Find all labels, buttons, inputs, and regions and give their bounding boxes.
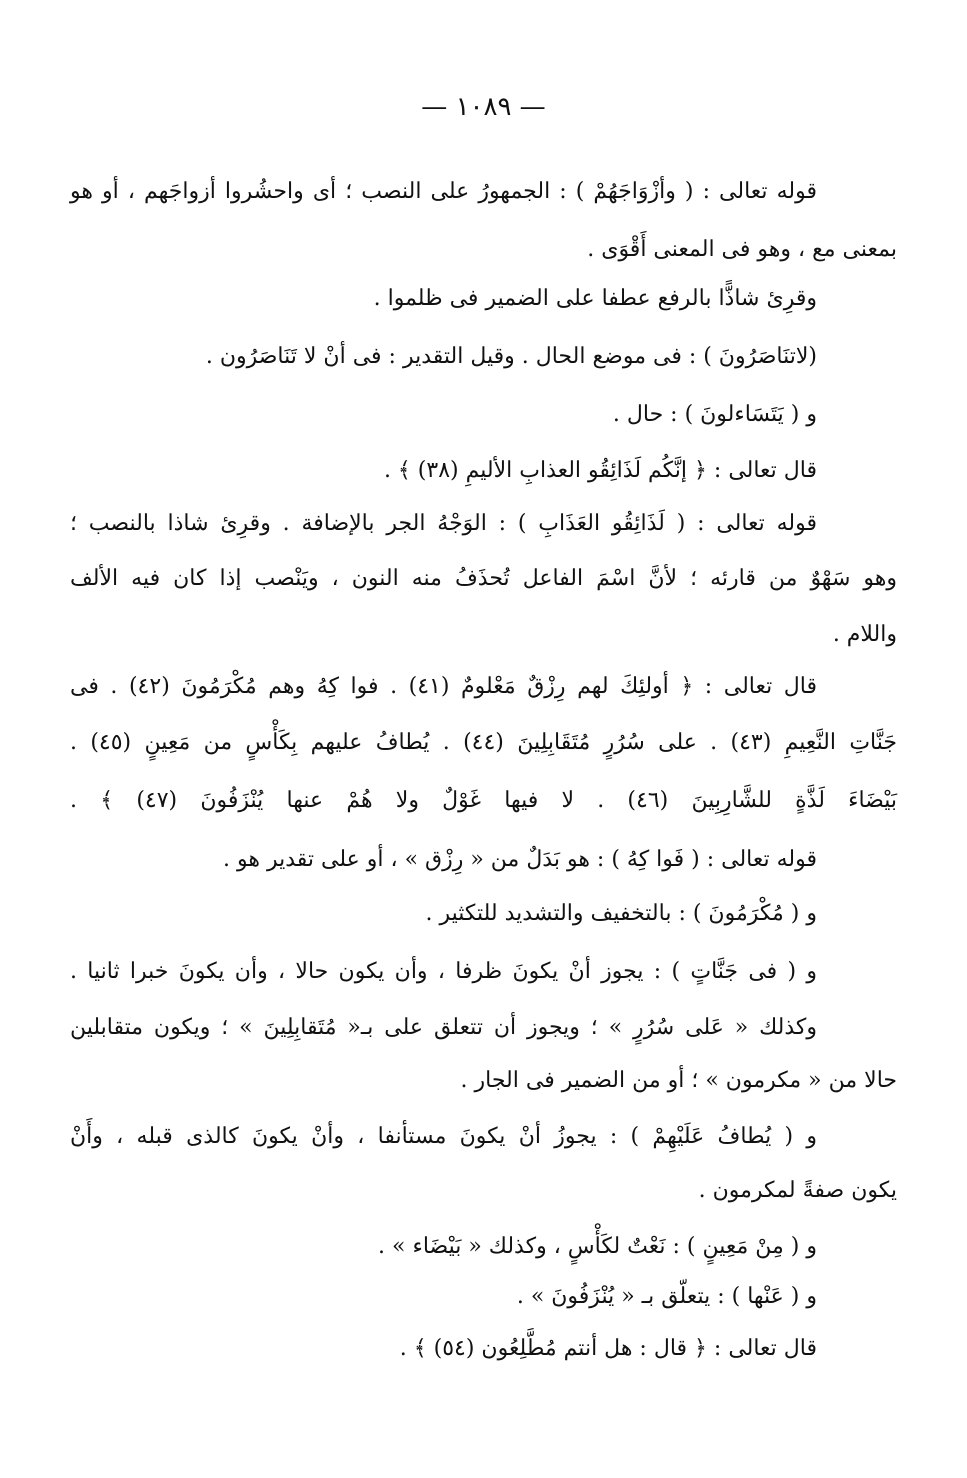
- text-line: و ( يُطافُ عَلَيْهِمْ ) : يجوزُ أنْ يكونَ مستأنفا ، وأنْ يكونَ كالذى قبله ، وأَنْ: [70, 1124, 817, 1149]
- verse-line: قال تعالى : ﴿ أولئِكَ لهم رِزْقٌ مَعْلومٌ (٤١) . فوا كِهُ وهم مُكْرَمُونَ (٤٢) . فى: [70, 674, 817, 699]
- verse-line: جَنَّاتِ النَّعِيمِ (٤٣) . على سُرُرٍ مُتَقَابِلِينَ (٤٤) . يُطافُ عليهم بِكَأْسٍ من مَعِينٍ (٤٥) .: [70, 730, 897, 755]
- text-line: وقرِئ شاذًّا بالرفع عطفا على الضمير فى ظلموا .: [373, 286, 817, 311]
- page-number: — ١٠٨٩ —: [421, 92, 546, 122]
- text-line: بمعنى مع ، وهو فى المعنى أَقْوَى .: [587, 237, 897, 262]
- text-line: قوله تعالى : ( فَوا كِهُ ) : هو بَدَلٌ من « رِزْق » ، أو على تقدير هو .: [223, 847, 817, 872]
- text-line: و ( عَنْها ) : يتعلّق بـ « يُنْزَفُونَ » .: [516, 1284, 817, 1309]
- text-line: يكون صفةً لمكرمون .: [698, 1178, 897, 1203]
- text-line: (لاتنَاصَرُونَ ) : فى موضع الحال . وقيل التقدير : فى أنْ لا تَنَاصَرُون .: [205, 344, 817, 369]
- text-line: واللام .: [832, 622, 897, 647]
- text-line: و ( فى جَنَّاتٍ ) : يجوز أنْ يكونَ ظرفا ، وأن يكون حالا ، وأن يكونَ خبرا ثانيا .: [70, 959, 817, 984]
- text-line: قوله تعالى : ( لَذَائِقُو العَذَابِ ) : الوَجْهُ الجر بالإضافة . وقرِئ شاذا بالنصب ؛: [70, 511, 817, 536]
- verse-line: بَيْضَاءَ لَذَّةٍ للشَّارِبِينَ (٤٦) . لا فيها غَوْلٌ ولا هُمْ عنها يُنْزَفُونَ (٤٧) ﴾ .: [70, 788, 897, 813]
- verse-line: قال تعالى : ﴿ قال : هل أنتم مُطَّلِعُون (٥٤) ﴾ .: [399, 1336, 817, 1361]
- text-line: قال تعالى : ﴿ إنَّكُم لَذَائِقُو العذابِ الأليمِ (٣٨) ﴾ .: [383, 458, 817, 483]
- text-line: وهو سَهْوٌ من قارئه ؛ لأنَّ اسْمَ الفاعل تُحذَفُ منه النون ، ويَنْصب إذا كان فيه الألف: [70, 566, 897, 591]
- text-line: وكذلك « عَلى سُرُرٍ » ؛ ويجوز أن تتعلق على بـ« مُتَقابِلِينَ » ؛ ويكون متقابلين: [70, 1015, 817, 1040]
- text-line: قوله تعالى : ( وأزْوَاجَهُمْ ) : الجمهورُ على النصب ؛ أى واحشُروا أزواجَهم ، أو هو: [70, 179, 817, 204]
- text-line: و ( مِنْ مَعِينٍ ) : نَعْتٌ لكَأْسٍ ، وكذلك « بَيْضَاء » .: [378, 1234, 817, 1259]
- text-line: حالا من « مكرمون » ؛ أو من الضمير فى الجار .: [460, 1068, 897, 1093]
- text-line: و ( مُكْرَمُونَ ) : بالتخفيف والتشديد للتكثير .: [425, 901, 817, 926]
- text-line: و ( يَتَسَاءلونَ ) : حال .: [612, 402, 817, 427]
